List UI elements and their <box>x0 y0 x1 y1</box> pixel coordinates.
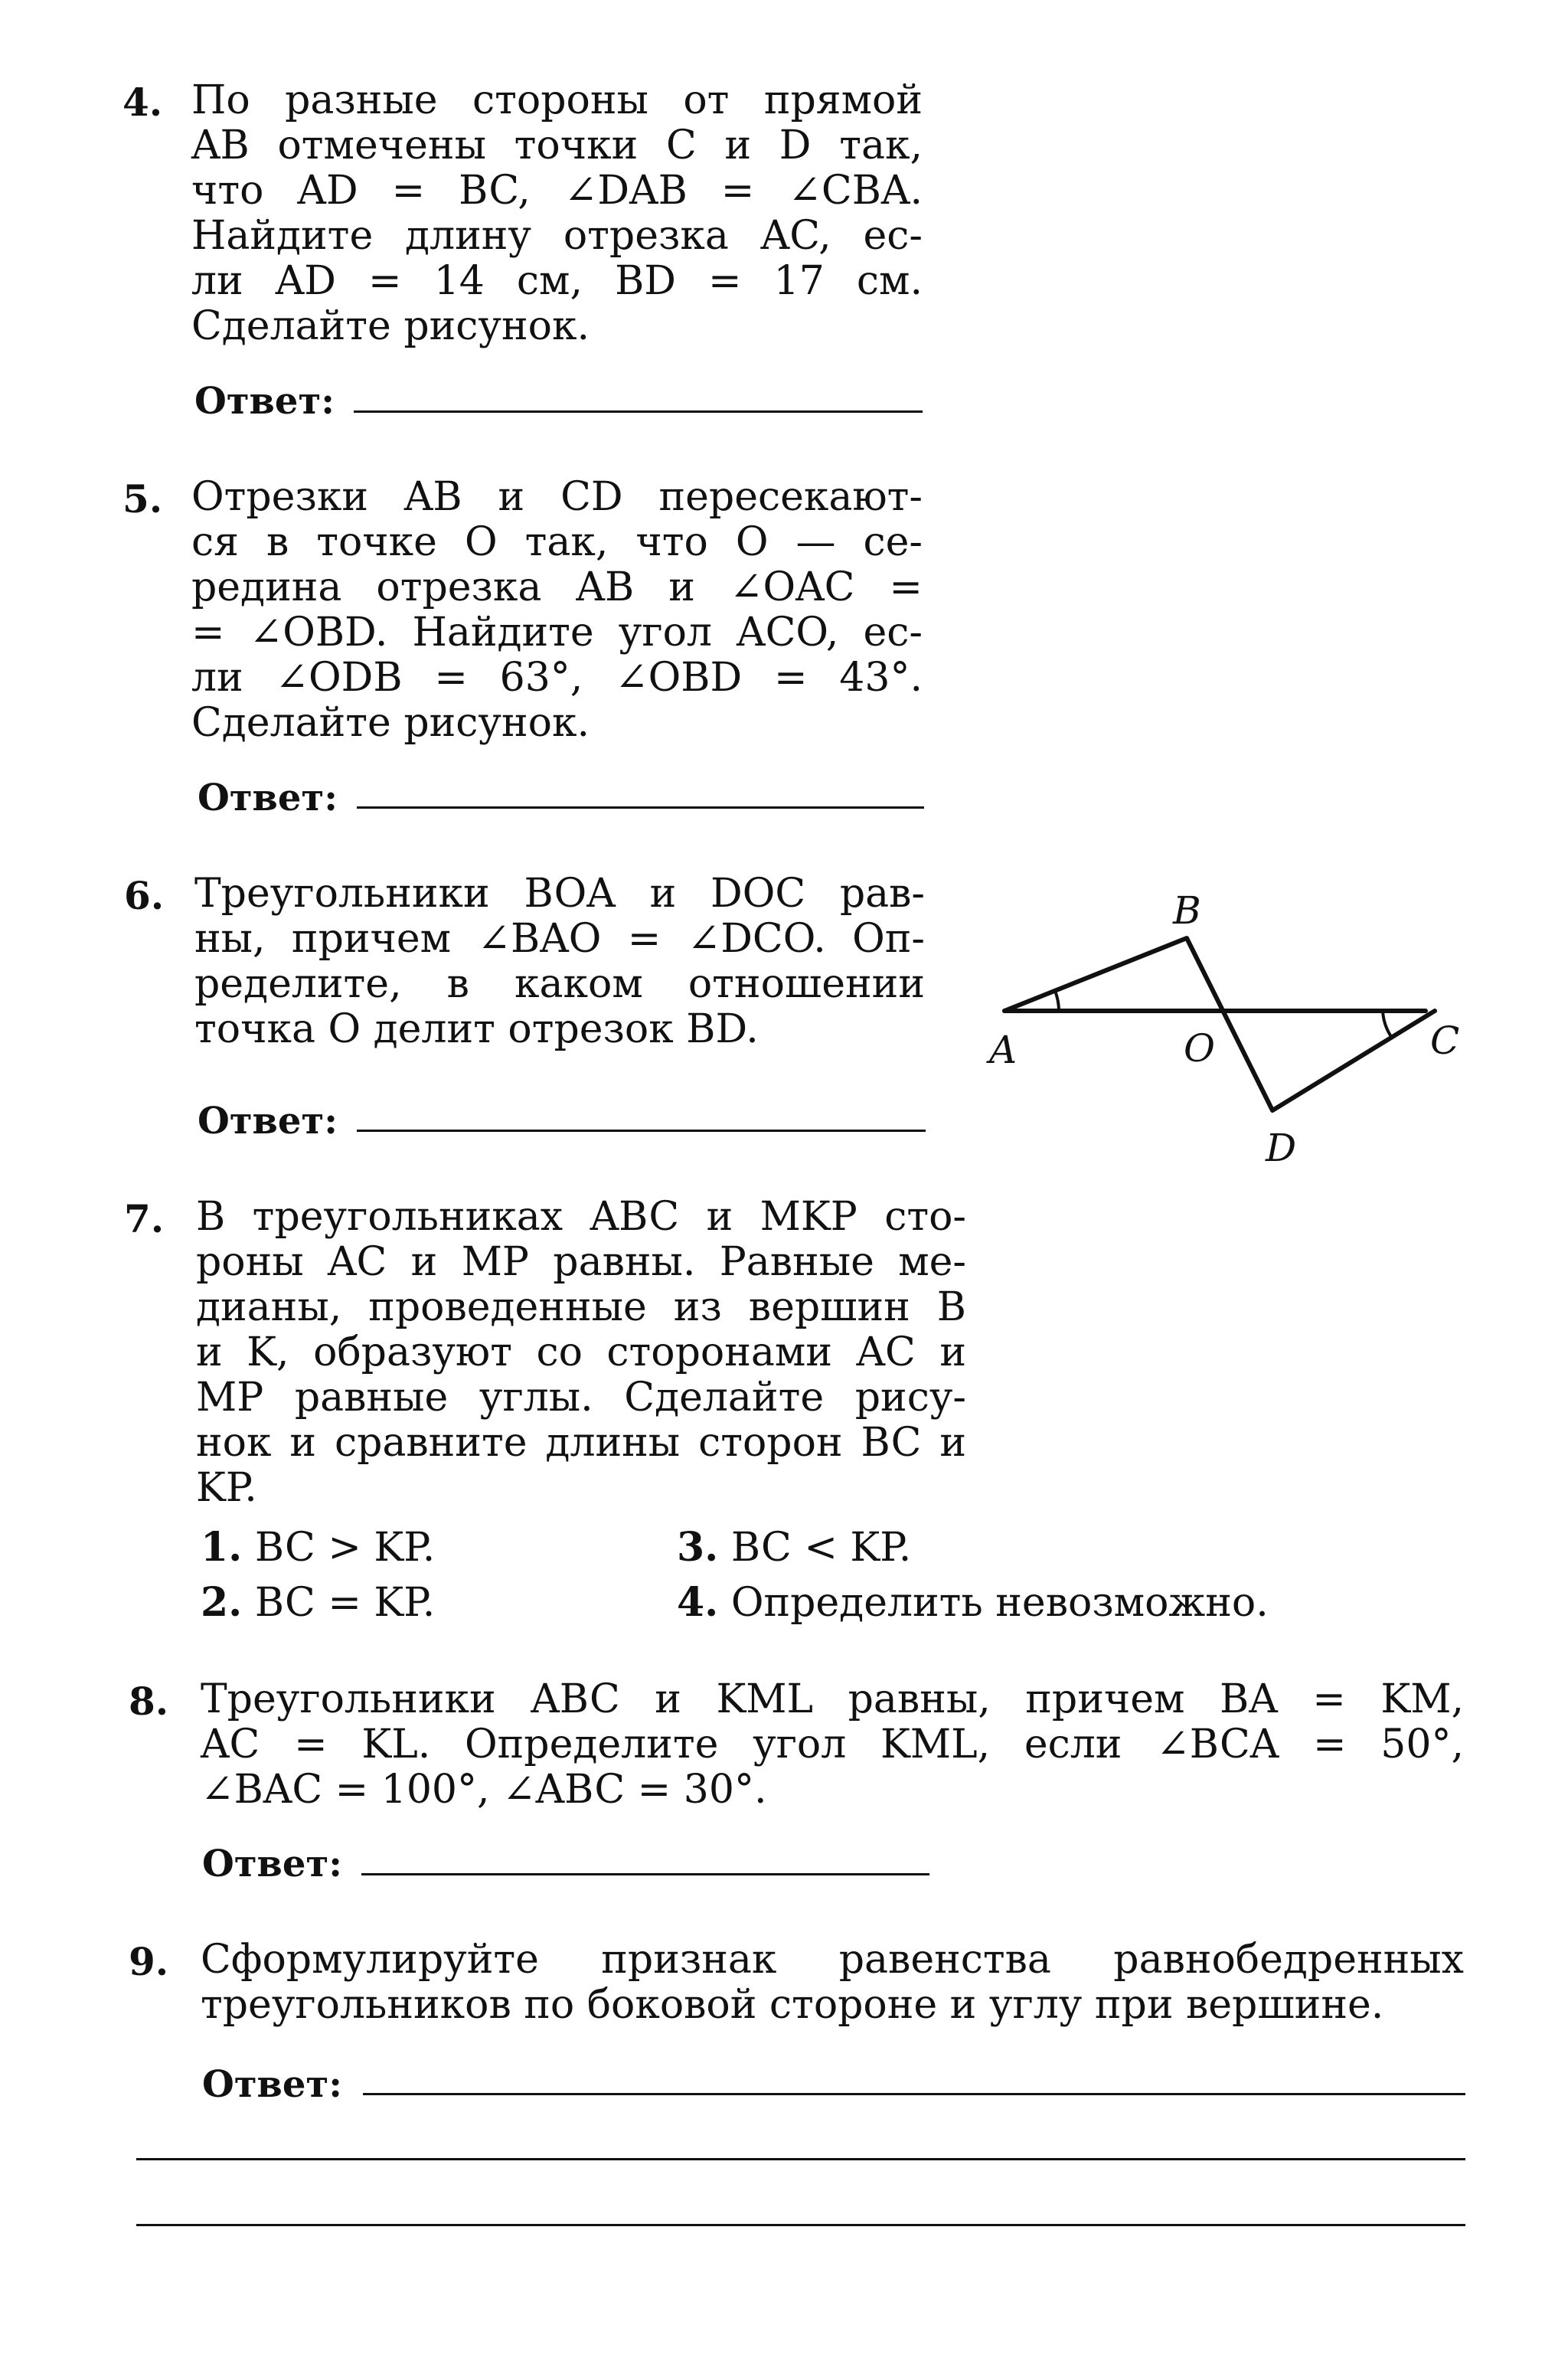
option-text: BC = KP. <box>254 1580 436 1626</box>
triangles-figure <box>957 865 1516 1172</box>
task-number: 9. <box>129 1939 169 1984</box>
task-text-line: ли AD = 14 см, BD = 17 см. <box>191 258 923 304</box>
task-text-line: Сделайте рисунок. <box>191 303 590 349</box>
option-number: 2. <box>201 1579 243 1626</box>
task-text-line: ли ∠ODB = 63°, ∠OBD = 43°. <box>191 655 923 701</box>
label-d: D <box>1266 1126 1297 1170</box>
task-text-line: MP равные углы. Сделайте рису- <box>196 1375 966 1421</box>
angle-mark-c <box>1383 1011 1390 1035</box>
task-text-line: ∠BAC = 100°, ∠ABC = 30°. <box>201 1767 767 1813</box>
task-text-line: ны, причем ∠BAO = ∠DCO. Оп- <box>194 916 925 962</box>
option-number: 4. <box>677 1579 719 1626</box>
task-text-line: точка O делит отрезок BD. <box>194 1006 759 1052</box>
task-number: 8. <box>129 1679 169 1724</box>
answer-line[interactable] <box>136 2158 1465 2160</box>
answer-line[interactable] <box>136 2224 1465 2226</box>
task-text-line: = ∠OBD. Найдите угол ACO, ес- <box>191 610 923 656</box>
answer-line[interactable] <box>363 2093 1465 2095</box>
task-number: 7. <box>124 1196 165 1241</box>
task-text-line: Треугольники ABC и KML равны, причем BA = KM, <box>201 1676 1464 1722</box>
option-4[interactable] <box>677 1579 1269 1626</box>
task-text-line: По разные стороны от прямой <box>191 77 923 123</box>
task-text-line: ся в точке O так, что O — се- <box>191 519 923 565</box>
option-text: BC < KP. <box>730 1525 912 1571</box>
option-2[interactable] <box>201 1579 435 1626</box>
task-text-line: AB отмечены точки C и D так, <box>191 123 923 168</box>
task-text-line: Найдите длину отрезка AC, ес- <box>191 213 923 259</box>
answer-line[interactable] <box>361 1873 929 1875</box>
option-3[interactable] <box>677 1524 911 1571</box>
task-text-line: В треугольниках ABC и MKP сто- <box>196 1194 966 1240</box>
task-number: 6. <box>124 873 165 918</box>
task-text-line: Треугольники BOA и DOC рав- <box>194 871 925 917</box>
label-a: A <box>989 1028 1018 1072</box>
triangle-boa <box>1004 938 1435 1110</box>
angle-mark-a <box>1055 991 1059 1011</box>
option-text: Определить невозможно. <box>730 1580 1269 1626</box>
task-text-line: роны AC и MP равны. Равные ме- <box>196 1239 966 1285</box>
option-number: 3. <box>677 1524 719 1571</box>
task-text-line: Сформулируйте признак равенства равнобедренных <box>201 1937 1464 1983</box>
task-number: 5. <box>122 476 163 522</box>
answer-line[interactable] <box>354 410 923 413</box>
task-text-line: AC = KL. Определите угол KML, если ∠BCA = 50°, <box>201 1722 1464 1767</box>
task-text-line: Сделайте рисунок. <box>191 700 590 746</box>
answer-label: Ответ: <box>198 777 338 819</box>
task-text-line: редина отрезка AB и ∠OAC = <box>191 564 923 610</box>
answer-label: Ответ: <box>198 1100 338 1143</box>
task-text-line: треугольников по боковой стороне и углу при вершине. <box>201 1982 1384 2028</box>
task-text-line: что AD = BC, ∠DAB = ∠CBA. <box>191 168 923 214</box>
task-text-line: и K, образуют со сторонами AC и <box>196 1329 966 1375</box>
task-text-line: ределите, в каком отношении <box>194 961 925 1007</box>
label-b: B <box>1173 888 1201 933</box>
label-o: O <box>1184 1026 1215 1071</box>
option-number: 1. <box>201 1524 243 1571</box>
answer-label: Ответ: <box>194 380 335 423</box>
answer-label: Ответ: <box>202 1843 342 1885</box>
option-text: BC > KP. <box>254 1525 436 1571</box>
answer-label: Ответ: <box>202 2063 342 2106</box>
answer-line[interactable] <box>357 806 924 809</box>
task-text-line: Отрезки AB и CD пересекают- <box>191 474 923 520</box>
task-text-line: нок и сравните длины сторон BC и <box>196 1420 966 1466</box>
task-text-line: KP. <box>196 1465 257 1511</box>
task-number: 4. <box>122 80 163 125</box>
task-text-line: дианы, проведенные из вершин B <box>196 1284 966 1330</box>
label-c: C <box>1430 1019 1460 1063</box>
option-1[interactable] <box>201 1524 435 1571</box>
answer-line[interactable] <box>357 1130 926 1132</box>
